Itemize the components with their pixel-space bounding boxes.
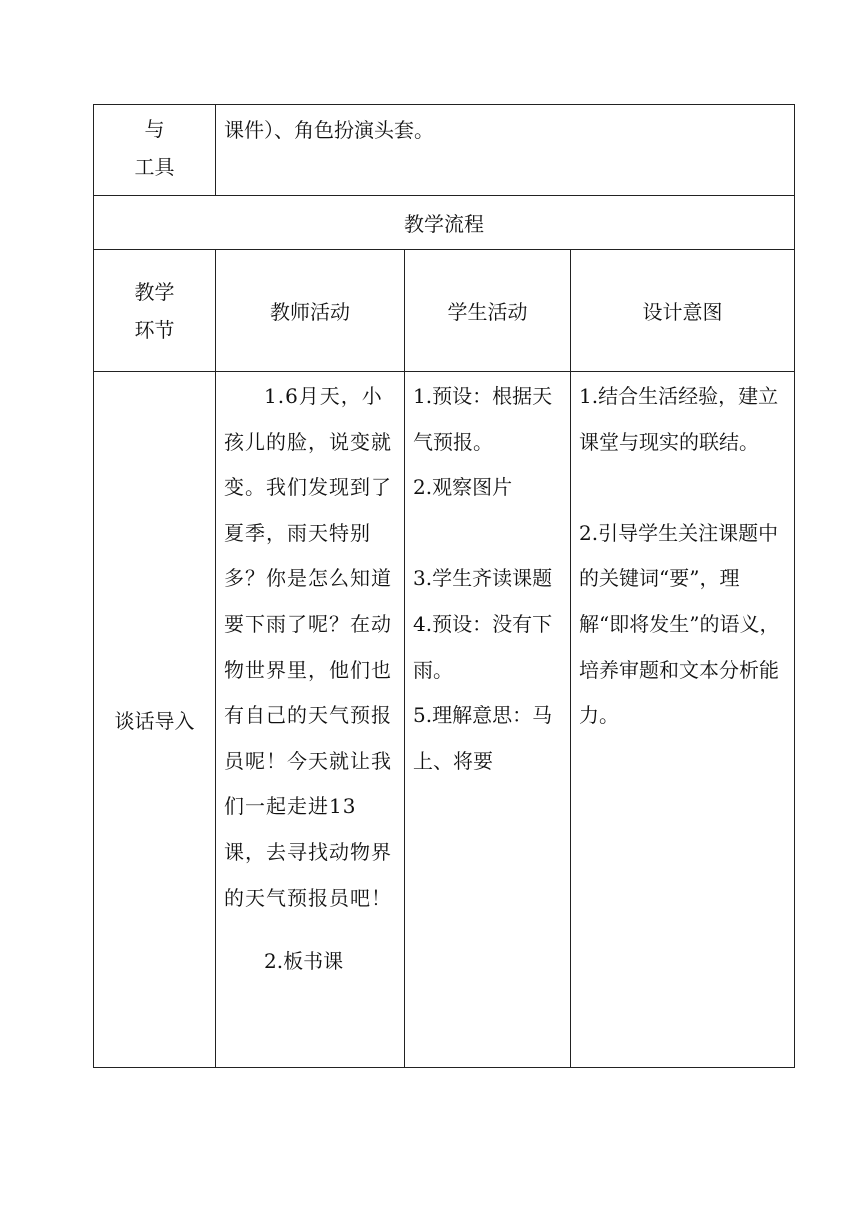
header-student: 学生活动 — [447, 300, 528, 324]
intro-row — [94, 372, 795, 1068]
teacher-paragraph: 2.板书课 — [264, 949, 344, 974]
header-teacher: 教师活动 — [270, 300, 350, 324]
student-item: 4.预设：没有下雨。 — [413, 611, 553, 682]
student-item: 2.观察图片 — [413, 475, 513, 500]
lesson-plan-table — [93, 104, 795, 1068]
header-stage-cell — [94, 250, 216, 372]
intent-item: 1.结合生活经验，建立课堂与现实的联结。 — [579, 384, 779, 454]
tools-content: 课件）、角色扮演头套。 — [224, 118, 434, 142]
tools-label-cell — [94, 105, 216, 196]
section-title: 教学流程 — [404, 212, 484, 236]
header-intent: 设计意图 — [642, 300, 723, 324]
intro-stage: 谈话导入 — [114, 709, 195, 733]
header-intent-cell — [571, 250, 795, 372]
header-row — [94, 250, 795, 372]
student-item: 3.学生齐读课题 — [413, 566, 553, 591]
intent-item-blank — [579, 465, 786, 511]
header-stage-line: 教学 — [134, 279, 175, 304]
section-title-row — [94, 196, 795, 250]
header-teacher-cell — [216, 250, 405, 372]
student-item: 5.理解意思：马上、将要 — [413, 703, 553, 773]
intro-student-cell — [405, 372, 571, 1068]
tools-label-line: 与 — [144, 117, 165, 141]
tools-row — [94, 105, 795, 196]
teacher-paragraph: 1.6月天，小孩儿的脸，说变就变。我们发现到了夏季，雨天特别多？你是怎么知道要下雨了呢？在动物世界里，他们也有自己的天气预报员呢！今天就让我们一起走进13课，去寻找动物界的天气预报员吧！ — [224, 384, 392, 910]
student-item-blank — [413, 511, 562, 557]
intent-item: 2.引导学生关注课题中的关键词“要”，理解“即将发生”的语义，培养审题和文本分析能力。 — [579, 520, 780, 728]
header-stage-line: 环节 — [134, 317, 175, 342]
section-title-cell — [94, 196, 795, 250]
intro-intent-cell — [571, 372, 795, 1068]
intro-stage-cell — [94, 372, 216, 1068]
tools-content-cell — [216, 105, 795, 196]
intro-teacher-cell — [216, 372, 405, 1068]
tools-label-line: 工具 — [134, 155, 175, 179]
header-student-cell — [405, 250, 571, 372]
student-item: 1.预设：根据天气预报。 — [413, 384, 553, 454]
